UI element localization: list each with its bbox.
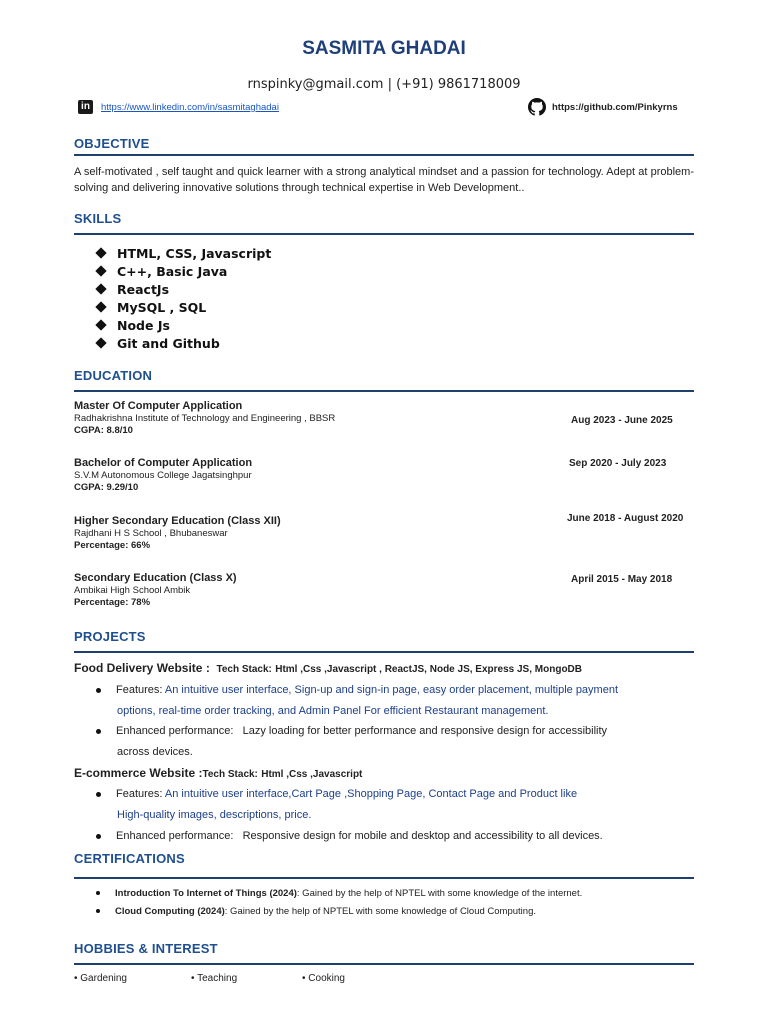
feature-label: Features:: [116, 788, 163, 800]
bullet-icon: [96, 834, 101, 839]
feature-text-continued: across devices.: [117, 746, 193, 758]
tech-stack: Html ,Css ,Javascript: [261, 769, 363, 780]
github-link[interactable]: https://github.com/Pinkyrns: [552, 102, 678, 113]
education-entry: [74, 400, 694, 436]
institute-name: Radhakrishna Institute of Technology and Engineering , BBSR: [74, 413, 336, 424]
bullet-icon: [96, 909, 100, 913]
profile-links: [78, 98, 688, 118]
score-value: Percentage: 66%: [74, 540, 151, 551]
certifications-divider: [74, 877, 694, 879]
score-value: CGPA: 9.29/10: [74, 482, 139, 493]
project-feature: [96, 684, 618, 696]
hobby-item: • Cooking: [302, 973, 345, 984]
feature-label: Features:: [116, 684, 163, 696]
date-range: Aug 2023 - June 2025: [571, 415, 673, 426]
tech-stack-label: Tech Stack:: [216, 664, 272, 675]
project-feature: [96, 830, 603, 842]
project-feature: [96, 788, 577, 800]
education-entry: [74, 515, 694, 551]
feature-text: An intuitive user interface, Sign-up and sign-in page, easy order placement, multiple payment: [164, 684, 619, 696]
date-range: June 2018 - August 2020: [567, 513, 684, 524]
linkedin-icon: in: [78, 100, 93, 114]
diamond-bullet-icon: [95, 319, 106, 330]
feature-text: An intuitive user interface,Cart Page ,Shopping Page, Contact Page and Product like: [164, 788, 578, 800]
score-value: CGPA: 8.8/10: [74, 425, 133, 436]
bullet-icon: [96, 891, 100, 895]
institute-name: S.V.M Autonomous College Jagatsinghpur: [74, 470, 252, 481]
skill-item: HTML, CSS, Javascript: [97, 244, 271, 262]
github-icon: [528, 98, 546, 116]
score-value: Percentage: 78%: [74, 597, 151, 608]
certification-name: Introduction To Internet of Things (2024): [115, 888, 297, 899]
feature-text-continued: High-quality images, descriptions, price.: [117, 809, 312, 821]
education-entry: [74, 572, 694, 608]
feature-label: Enhanced performance:: [116, 830, 234, 842]
skill-item: MySQL , SQL: [97, 298, 271, 316]
certification-desc: : Gained by the help of NPTEL with some knowledge of Cloud Computing.: [224, 906, 536, 917]
date-range: Sep 2020 - July 2023: [569, 458, 667, 469]
objective-divider: [74, 154, 694, 156]
tech-stack-label: Tech Stack:: [202, 769, 258, 780]
diamond-bullet-icon: [95, 301, 106, 312]
degree-title: Bachelor of Computer Application: [74, 457, 253, 469]
skills-divider: [74, 233, 694, 235]
education-divider: [74, 390, 694, 392]
certification-desc: : Gained by the help of NPTEL with some knowledge of the internet.: [296, 888, 583, 899]
certification-name: Cloud Computing (2024): [115, 906, 225, 917]
degree-title: Secondary Education (Class X): [74, 572, 237, 584]
project-title: [74, 661, 582, 675]
project-name: Food Delivery Website :: [74, 661, 210, 675]
degree-title: Master Of Computer Application: [74, 400, 243, 412]
bullet-icon: [96, 729, 101, 734]
candidate-name: SASMITA GHADAI: [302, 38, 466, 59]
education-heading: EDUCATION: [74, 368, 153, 383]
certification-item: [96, 888, 582, 899]
skills-list: [97, 244, 271, 352]
diamond-bullet-icon: [95, 247, 106, 258]
skill-item: Git and Github: [97, 334, 271, 352]
feature-label: Enhanced performance:: [116, 725, 234, 737]
hobbies-divider: [74, 963, 694, 965]
education-entry: [74, 457, 694, 493]
date-range: April 2015 - May 2018: [571, 574, 673, 585]
certifications-heading: CERTIFICATIONS: [74, 851, 185, 866]
project-feature: [96, 725, 607, 737]
hobby-item: • Teaching: [191, 973, 238, 984]
degree-title: Higher Secondary Education (Class XII): [74, 515, 281, 527]
projects-heading: PROJECTS: [74, 629, 146, 644]
project-name: E-commerce Website :: [74, 766, 203, 780]
feature-text-continued: options, real-time order tracking, and Admin Panel For efficient Restaurant management.: [117, 705, 549, 717]
hobbies-heading: HOBBIES & INTEREST: [74, 941, 218, 956]
contact-info: rnspinky@gmail.com | (+91) 9861718009: [247, 77, 521, 92]
hobby-item: • Gardening: [74, 973, 127, 984]
skills-heading: SKILLS: [74, 211, 122, 226]
institute-name: Rajdhani H S School , Bhubaneswar: [74, 528, 228, 539]
certification-item: [96, 906, 536, 917]
diamond-bullet-icon: [95, 283, 106, 294]
diamond-bullet-icon: [95, 265, 106, 276]
feature-text: Lazy loading for better performance and responsive design for accessibility: [242, 725, 608, 737]
institute-name: Ambikai High School Ambik: [74, 585, 191, 596]
diamond-bullet-icon: [95, 337, 106, 348]
bullet-icon: [96, 688, 101, 693]
feature-text: Responsive design for mobile and desktop and accessibility to all devices.: [242, 830, 603, 842]
objective-text: A self-motivated , self taught and quick learner with a strong analytical mindset and a passion for technology. Adept at problem-solving and delivering innovative solutions through technical expertise in Web Development..: [74, 166, 694, 194]
project-title: [74, 766, 362, 780]
skill-item: C++, Basic Java: [97, 262, 271, 280]
linkedin-link[interactable]: https://www.linkedin.com/in/sasmitaghadai: [101, 102, 279, 113]
skill-item: ReactJs: [97, 280, 271, 298]
projects-divider: [74, 651, 694, 653]
objective-heading: OBJECTIVE: [74, 136, 150, 151]
bullet-icon: [96, 792, 101, 797]
tech-stack: Html ,Css ,Javascript , ReactJS, Node JS, Express JS, MongoDB: [275, 664, 582, 675]
skill-item: Node Js: [97, 316, 271, 334]
